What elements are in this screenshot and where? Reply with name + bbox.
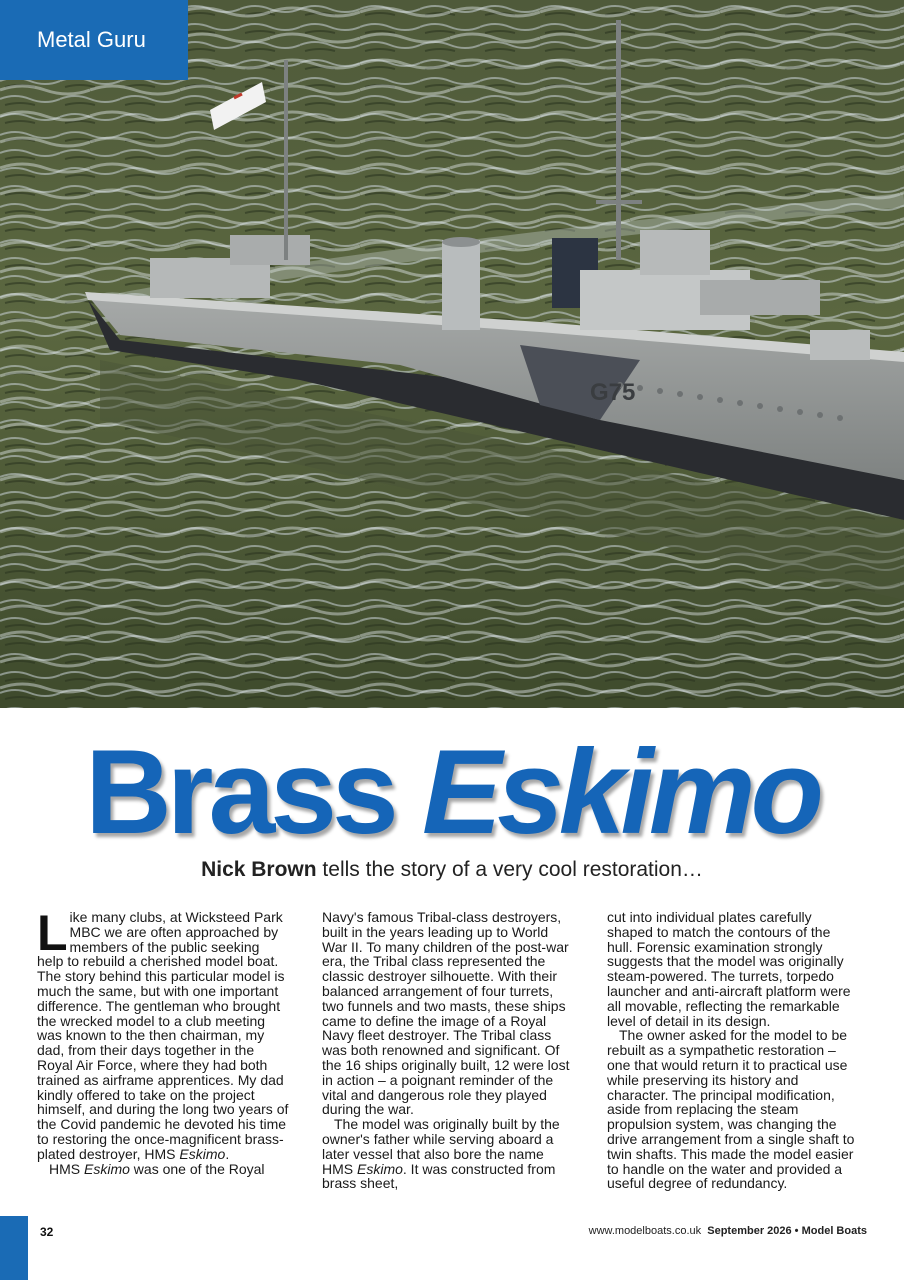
headline-part1: Brass <box>85 725 394 859</box>
ship-name: Eskimo <box>84 1160 130 1177</box>
paragraph-text: The model was originally built by the owner's father while serving aboard a later vessel that also bore the name HMS <box>322 1116 560 1177</box>
paragraph-text: cut into individual plates carefully shaped to match the contours of the hull. Forensic examination strongly suggests that the model was originally steam-powered. The turrets, torpedo launcher and anti-aircraft platform were all movable, reflecting the remarkable level of detail in its design. <box>607 909 851 1029</box>
section-label: Metal Guru <box>37 27 146 52</box>
footer-credit <box>589 1225 867 1237</box>
column-3 <box>607 910 859 1191</box>
author-name: Nick Brown <box>201 858 317 881</box>
paragraph-text: . It was constructed from brass sheet, <box>322 1160 556 1192</box>
footer-issue: September 2026 • Model Boats <box>707 1225 867 1237</box>
column-1 <box>37 905 289 1177</box>
paragraph-text: Navy's famous Tribal-class destroyers, built in the years leading up to World War II. To many children of the post-war era, the Tribal class represented the classic destroyer silhouette. With their balanced arrangement of four turrets, two funnels and two masts, these ships came to define the image of a Royal Navy fleet destroyer. The Tribal class was both renowned and significant. Of the 16 ships originally built, 12 were lost in action – a poignant reminder of the vital and dangerous role they played during the war. <box>322 909 570 1118</box>
standfirst <box>0 858 904 882</box>
paragraph-text: ike many clubs, at Wicksteed Park MBC we are often approached by members of the public seeking help to rebuild a cherished model boat. The story behind this particular model is much the same, but with one important difference. The gentleman who brought the wrecked model to a club meeting was known to the then chairman, my dad, from their days together in the Royal Air Force, where they had both trained as airframe apprentices. My dad kindly offered to take on the project himself, and during the long two years of the Covid pandemic he devoted his time to restoring the once-magnificent brass-plated destroyer, HMS <box>37 909 289 1162</box>
footer-accent-bar <box>0 1216 28 1280</box>
paragraph-text: was one of the Royal <box>129 1160 265 1177</box>
hull-number: G75 <box>590 379 636 406</box>
column-2 <box>322 910 574 1191</box>
page-number: 32 <box>40 1225 54 1239</box>
ship-name: Eskimo <box>179 1145 226 1162</box>
paragraph <box>607 910 859 1028</box>
article-body <box>37 905 869 1210</box>
paragraph <box>37 905 289 1162</box>
paragraph <box>322 910 574 1117</box>
paragraph-text: . <box>225 1145 230 1162</box>
paragraph-text: The owner asked for the model to be rebuilt as a sympathetic restoration – one that would return it to practical use while preserving its history and character. The principal modification, aside from replacing the steam propulsion system, was changing the drive arrangement from a single shaft to twin shafts. This made the model easier to handle on the water and provided a useful degree of redundancy. <box>607 1027 855 1192</box>
headline-part2: Eskimo <box>422 725 819 859</box>
ship-name: Eskimo <box>357 1160 403 1177</box>
headline <box>0 722 904 862</box>
drop-cap: L <box>37 905 68 961</box>
standfirst-text: tells the story of a very cool restoration… <box>316 858 703 881</box>
section-tab <box>0 0 188 80</box>
paragraph <box>37 1162 289 1177</box>
paragraph-text: HMS <box>49 1160 84 1177</box>
paragraph <box>607 1028 859 1191</box>
paragraph <box>322 1117 574 1191</box>
footer-url: www.modelboats.co.uk <box>588 1225 702 1237</box>
